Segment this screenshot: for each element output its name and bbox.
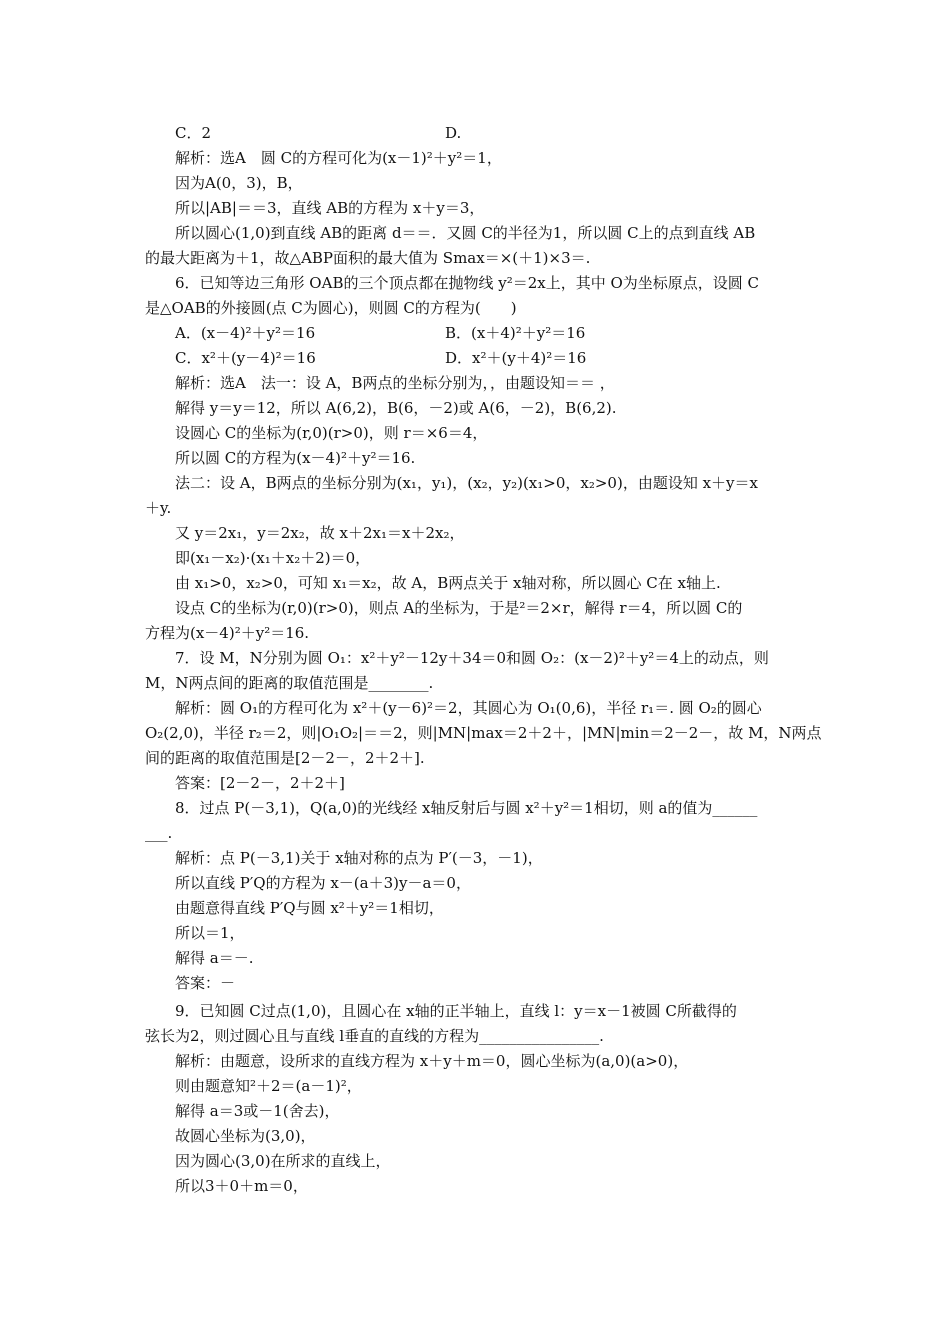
text-line: 由题意得直线 P′Q与圆 x²＋y²＝1相切，: [175, 899, 444, 917]
text-line: 所以直线 P′Q的方程为 x－(a＋3)y－a＝0，: [175, 874, 471, 892]
text-line: 所以3＋0＋m＝0，: [175, 1177, 308, 1195]
text-line: 是△OAB的外接圆(点 C为圆心)，则圆 C的方程为( ): [145, 299, 517, 317]
text-line: 解析：圆 O₁的方程可化为 x²＋(y－6)²＝2，其圆心为 O₁(0,6)，半径 r₁＝. 圆 O₂的圆心: [175, 699, 762, 717]
text-line: ___.: [145, 824, 173, 842]
text-line: 因为圆心(3,0)在所求的直线上，: [175, 1152, 391, 1170]
answer-7: 答案：[2－2－，2＋2＋]: [175, 774, 345, 792]
option-c: C．2: [175, 124, 212, 142]
text-line: 所以|AB|＝＝3，直线 AB的方程为 x＋y＝3，: [175, 199, 485, 217]
text-line: 故圆心坐标为(3,0)，: [175, 1127, 316, 1145]
text-line: 所以＝1，: [175, 924, 245, 942]
text-line: O₂(2,0)，半径 r₂＝2，则|O₁O₂|＝＝2，则|MN|max＝2＋2＋，|MN|min＝2－2－，故 M，N两点: [145, 724, 822, 742]
text-line: 的最大距离为＋1，故△ABP面积的最大值为 Smax＝×(＋1)×3＝.: [145, 249, 591, 267]
text-line: 法二：设 A，B两点的坐标分别为(x₁，y₁)，(x₂，y₂)(x₁>0，x₂>0)，由题设知 x＋y＝x: [175, 474, 758, 492]
option-d: D.: [445, 124, 462, 142]
text-line: 所以圆 C的方程为(x－4)²＋y²＝16.: [175, 449, 416, 467]
text-line: 即(x₁－x₂)·(x₁＋x₂＋2)＝0，: [175, 549, 371, 567]
option-b: B．(x＋4)²＋y²＝16: [445, 324, 586, 342]
text-line: 由 x₁>0，x₂>0，可知 x₁＝x₂，故 A，B两点关于 x轴对称，所以圆心 C在 x轴上.: [175, 574, 721, 592]
text-line: 则由题意知²＋2＝(a－1)²，: [175, 1077, 362, 1095]
option-a: A．(x－4)²＋y²＝16: [175, 324, 316, 342]
text-line: 间的距离的取值范围是[2－2－，2＋2＋].: [145, 749, 425, 767]
text-line: 又 y＝2x₁，y＝2x₂，故 x＋2x₁＝x＋2x₂，: [175, 524, 465, 542]
option-d: D．x²＋(y＋4)²＝16: [445, 349, 587, 367]
answer-8: 答案：－: [175, 974, 236, 992]
text-line: 解析：选A 圆 C的方程可化为(x－1)²＋y²＝1，: [175, 149, 502, 167]
text-line: 所以圆心(1,0)到直线 AB的距离 d＝＝．又圆 C的半径为1，所以圆 C上的点到直线 AB: [175, 224, 756, 242]
option-c: C．x²＋(y－4)²＝16: [175, 349, 316, 367]
text-line: M，N两点间的距离的取值范围是________.: [145, 674, 434, 692]
text-line: 因为A(0，3)，B，: [175, 174, 303, 192]
question-7: 7．设 M，N分别为圆 O₁：x²＋y²－12y＋34＝0和圆 O₂：(x－2)²＋y²＝4上的动点，则: [175, 649, 769, 667]
text-line: 解析：选A 法一：设 A，B两点的坐标分别为，，由题设知＝＝ ，: [175, 374, 615, 392]
text-line: 设点 C的坐标为(r,0)(r>0)，则点 A的坐标为，于是²＝2×r，解得 r＝4，所以圆 C的: [175, 599, 743, 617]
text-line: 解得 a＝3或－1(舍去)，: [175, 1102, 340, 1120]
question-6: 6．已知等边三角形 OAB的三个顶点都在抛物线 y²＝2x上，其中 O为坐标原点，设圆 C: [175, 274, 760, 292]
text-line: 弦长为2，则过圆心且与直线 l垂直的直线的方程为________________.: [145, 1027, 604, 1045]
text-line: 解析：由题意，设所求的直线方程为 x＋y＋m＝0，圆心坐标为(a,0)(a>0)，: [175, 1052, 689, 1070]
text-line: 方程为(x－4)²＋y²＝16.: [145, 624, 310, 642]
question-8: 8．过点 P(－3,1)，Q(a,0)的光线经 x轴反射后与圆 x²＋y²＝1相切，则 a的值为______: [175, 799, 758, 817]
question-9: 9．已知圆 C过点(1,0)，且圆心在 x轴的正半轴上，直线 l：y＝x－1被圆 C所截得的: [175, 1002, 737, 1020]
text-line: 解得 a＝－.: [175, 949, 254, 967]
text-line: 解析：点 P(－3,1)关于 x轴对称的点为 P′(－3，－1)，: [175, 849, 543, 867]
text-line: 解得 y＝y＝12，所以 A(6,2)，B(6，－2)或 A(6，－2)，B(6,2).: [175, 399, 617, 417]
text-line: ＋y.: [145, 499, 172, 517]
text-line: 设圆心 C的坐标为(r,0)(r>0)，则 r＝×6＝4，: [175, 424, 488, 442]
